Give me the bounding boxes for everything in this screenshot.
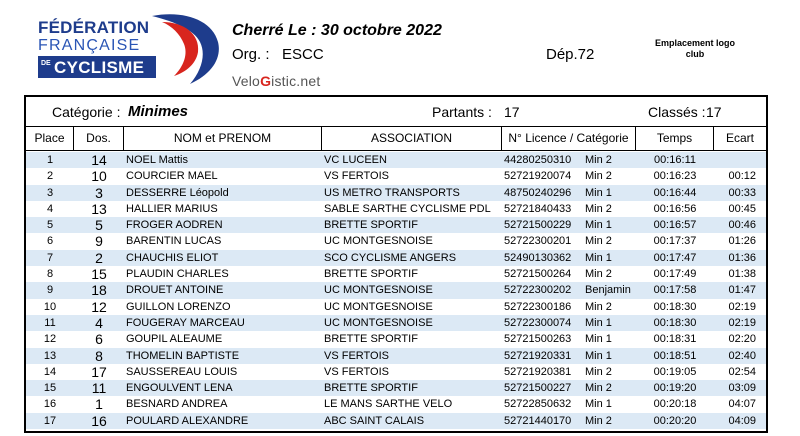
cell-time: 00:16:57 — [653, 219, 697, 232]
cell-category: Min 2 — [585, 202, 612, 215]
table-row — [26, 413, 766, 429]
cell-dossard: 6 — [95, 331, 103, 348]
cell-association: UC MONTGESNOISE — [324, 284, 433, 297]
category-row — [26, 97, 766, 127]
brand-suffix: istic.net — [271, 73, 321, 89]
cell-association: BRETTE SPORTIF — [324, 333, 418, 346]
cell-gap: 01:36 — [728, 251, 756, 264]
cell-place: 3 — [46, 186, 54, 199]
cell-association: BRETTE SPORTIF — [324, 268, 418, 281]
cell-licence: 52721920331 — [504, 349, 572, 362]
table-row — [26, 168, 766, 184]
cell-association: VS FERTOIS — [324, 365, 390, 378]
table-row — [26, 299, 766, 315]
table-header — [26, 127, 766, 151]
cell-gap: 02:20 — [728, 333, 756, 346]
cell-name: GOUPIL ALEAUME — [126, 333, 223, 346]
cell-licence: 52721920074 — [504, 170, 572, 183]
cell-association: UC MONTGESNOISE — [324, 300, 433, 313]
cell-time: 00:17:58 — [653, 284, 697, 297]
cell-place: 4 — [46, 202, 54, 215]
departement: Dép.72 — [546, 46, 595, 63]
cell-gap: 02:40 — [728, 349, 756, 362]
cell-name: SAUSSEREAU LOUIS — [126, 365, 238, 378]
cell-gap: 02:54 — [728, 365, 756, 378]
cell-dossard: 16 — [91, 412, 107, 429]
logo-line1: FÉDÉRATION — [38, 18, 150, 37]
cell-time: 00:17:47 — [653, 251, 697, 264]
cell-association: VS FERTOIS — [324, 170, 390, 183]
cell-place: 8 — [46, 268, 54, 281]
cell-time: 00:17:49 — [653, 268, 697, 281]
col-ecart: Ecart — [725, 131, 754, 145]
classes-label: Classés : — [648, 104, 706, 120]
cell-association: LE MANS SARTHE VELO — [324, 398, 453, 411]
cell-time: 00:16:44 — [653, 186, 697, 199]
cell-place: 10 — [43, 300, 57, 313]
cell-category: Min 1 — [585, 316, 612, 329]
cell-licence: 52721500227 — [504, 382, 572, 395]
club-logo-placeholder: Emplacement logo club — [654, 38, 735, 59]
velogistic-brand — [232, 73, 320, 89]
cell-name: BESNARD ANDREA — [126, 398, 228, 411]
cell-dossard: 14 — [91, 152, 107, 168]
cell-category: Min 2 — [585, 414, 612, 427]
cell-name: DROUET ANTOINE — [126, 284, 224, 297]
table-row — [26, 364, 766, 380]
cell-time: 00:16:11 — [653, 154, 696, 166]
cell-place: 2 — [46, 170, 54, 183]
table-row — [26, 331, 766, 347]
brand-g: G — [260, 73, 272, 89]
cell-gap: 01:26 — [728, 235, 756, 248]
cell-dossard: 11 — [91, 380, 107, 397]
cell-category: Min 1 — [585, 251, 612, 264]
cell-name: COURCIER MAEL — [126, 170, 218, 183]
cell-gap: 04:07 — [728, 398, 756, 411]
cell-name: FOUGERAY MARCEAU — [126, 316, 245, 329]
cell-time: 00:18:30 — [653, 300, 697, 313]
table-row — [26, 217, 766, 233]
cell-association: BRETTE SPORTIF — [324, 219, 418, 232]
table-row — [26, 266, 766, 282]
cell-category: Min 2 — [585, 382, 612, 395]
table-row — [26, 185, 766, 201]
table-row — [26, 233, 766, 249]
cell-dossard: 10 — [91, 168, 107, 185]
cell-association: UC MONTGESNOISE — [324, 316, 433, 329]
cell-name: HALLIER MARIUS — [126, 202, 218, 215]
col-association: ASSOCIATION — [322, 127, 502, 150]
cell-time: 00:18:31 — [653, 333, 697, 346]
cell-licence: 52721440170 — [504, 414, 572, 427]
cell-time: 00:17:37 — [653, 235, 697, 248]
event-title: Cherré Le : 30 octobre 2022 — [232, 22, 442, 39]
logo-line2: FRANÇAISE — [38, 37, 141, 54]
cell-gap: 00:46 — [728, 219, 756, 232]
cell-time: 00:19:05 — [653, 365, 697, 378]
cell-gap: 02:19 — [728, 316, 756, 329]
cell-licence: 52721500263 — [504, 333, 572, 346]
cell-category: Min 2 — [585, 170, 612, 183]
cell-name: CHAUCHIS ELIOT — [126, 251, 219, 264]
logo-line3: CYCLISME — [54, 58, 145, 77]
cell-association: UC MONTGESNOISE — [324, 235, 433, 248]
cell-category: Min 2 — [585, 300, 612, 313]
cell-name: POULARD ALEXANDRE — [126, 414, 249, 427]
cell-name: PLAUDIN CHARLES — [126, 268, 229, 281]
cell-name: DESSERRE Léopold — [126, 186, 229, 199]
cell-licence: 52721500264 — [504, 268, 572, 281]
cell-dossard: 3 — [95, 184, 103, 201]
cell-gap: 01:47 — [728, 284, 756, 297]
cell-dossard: 13 — [91, 200, 107, 217]
cell-category: Min 1 — [585, 398, 612, 411]
cell-licence: 52722300202 — [504, 284, 572, 297]
cell-licence: 52722300201 — [504, 235, 572, 248]
cell-time: 00:18:51 — [653, 349, 697, 362]
cell-category: Min 1 — [585, 349, 612, 362]
cell-place: 5 — [46, 219, 54, 232]
cell-association: BRETTE SPORTIF — [324, 382, 418, 395]
cell-dossard: 12 — [91, 298, 107, 315]
cell-dossard: 5 — [95, 217, 103, 234]
table-row — [26, 348, 766, 364]
cell-name: ENGOULVENT LENA — [126, 382, 233, 395]
cell-category: Min 2 — [585, 235, 612, 248]
cell-gap: 03:09 — [728, 382, 756, 395]
cell-dossard: 15 — [91, 266, 107, 283]
cell-licence: 52722300186 — [504, 300, 572, 313]
col-place: Place — [26, 127, 74, 150]
cell-name: FROGER AODREN — [126, 219, 223, 232]
cell-licence: 44280250310 — [504, 154, 572, 166]
cell-category: Min 1 — [585, 333, 612, 346]
cell-time: 00:18:30 — [653, 316, 697, 329]
cell-place: 7 — [46, 251, 54, 264]
classes-value: 17 — [706, 104, 722, 120]
cell-place: 6 — [46, 235, 54, 248]
cell-place: 15 — [43, 382, 57, 395]
table-body — [26, 152, 766, 429]
cell-association: SCO CYCLISME ANGERS — [324, 251, 457, 264]
cell-place: 9 — [46, 284, 54, 297]
cell-association: VS FERTOIS — [324, 349, 390, 362]
cell-time: 00:19:20 — [653, 382, 697, 395]
table-row — [26, 315, 766, 331]
cell-dossard: 4 — [95, 314, 103, 331]
cell-gap: 00:33 — [728, 186, 756, 199]
org-label: Org. : — [232, 46, 270, 63]
cell-licence: 52490130362 — [504, 251, 572, 264]
table-row — [26, 250, 766, 266]
cell-category: Min 1 — [585, 186, 612, 199]
partants-label: Partants : — [432, 104, 492, 120]
cell-place: 17 — [43, 414, 57, 427]
cell-time: 00:20:18 — [653, 398, 697, 411]
cell-name: NOEL Mattis — [126, 154, 188, 166]
cell-association: ABC SAINT CALAIS — [324, 414, 425, 427]
cell-category: Min 2 — [585, 154, 612, 166]
logo-line3-prefix: DE — [41, 60, 51, 67]
ffc-logo — [34, 12, 224, 90]
cell-association: US METRO TRANSPORTS — [324, 186, 460, 199]
cell-place: 16 — [43, 398, 57, 411]
cell-category: Min 2 — [585, 365, 612, 378]
cell-category: Min 2 — [585, 268, 612, 281]
cell-dossard: 17 — [91, 363, 107, 380]
cell-place: 1 — [46, 154, 54, 166]
category-label: Catégorie : — [52, 104, 121, 120]
cell-gap: 01:38 — [728, 268, 756, 281]
cell-dossard: 8 — [95, 347, 103, 364]
col-name: NOM et PRENOM — [124, 127, 322, 150]
cell-association: VC LUCEEN — [324, 154, 387, 166]
cell-category: Benjamin — [585, 284, 631, 297]
cell-dossard: 18 — [91, 282, 107, 299]
cell-dossard: 9 — [95, 233, 103, 250]
col-licence: N° Licence / Catégorie — [502, 127, 636, 150]
cell-place: 14 — [43, 365, 57, 378]
cell-licence: 52721840433 — [504, 202, 572, 215]
cell-time: 00:20:20 — [653, 414, 697, 427]
cell-licence: 48750240296 — [504, 186, 572, 199]
cell-place: 11 — [44, 316, 56, 329]
partants-value: 17 — [504, 104, 520, 120]
brand-prefix: Velo — [232, 73, 261, 89]
table-row — [26, 201, 766, 217]
cell-place: 12 — [43, 333, 57, 346]
cell-time: 00:16:23 — [653, 170, 697, 183]
table-row — [26, 282, 766, 298]
cell-dossard: 2 — [95, 249, 103, 266]
category-value: Minimes — [128, 103, 189, 120]
table-row — [26, 380, 766, 396]
cell-gap: 04:09 — [728, 414, 756, 427]
results-table — [24, 95, 768, 433]
table-row — [26, 152, 766, 168]
cell-licence: 52722300074 — [504, 316, 572, 329]
cell-name: GUILLON LORENZO — [126, 300, 231, 313]
cell-name: THOMELIN BAPTISTE — [126, 349, 240, 362]
cell-licence: 52721920381 — [504, 365, 572, 378]
cell-place: 13 — [43, 349, 57, 362]
cell-time: 00:16:56 — [653, 202, 697, 215]
cell-gap: 02:19 — [728, 300, 756, 313]
cell-association: SABLE SARTHE CYCLISME PDL — [324, 202, 491, 215]
cell-name: BARENTIN LUCAS — [126, 235, 222, 248]
cell-category: Min 1 — [585, 219, 612, 232]
cell-dossard: 1 — [95, 396, 103, 413]
col-temps: Temps — [636, 127, 714, 150]
cell-licence: 52722850632 — [504, 398, 572, 411]
cell-gap: 00:12 — [728, 170, 756, 183]
cell-gap: 00:45 — [728, 202, 756, 215]
cell-licence: 52721500229 — [504, 219, 572, 232]
table-row — [26, 396, 766, 412]
org-value: ESCC — [282, 46, 324, 63]
col-dos: Dos. — [74, 127, 124, 150]
